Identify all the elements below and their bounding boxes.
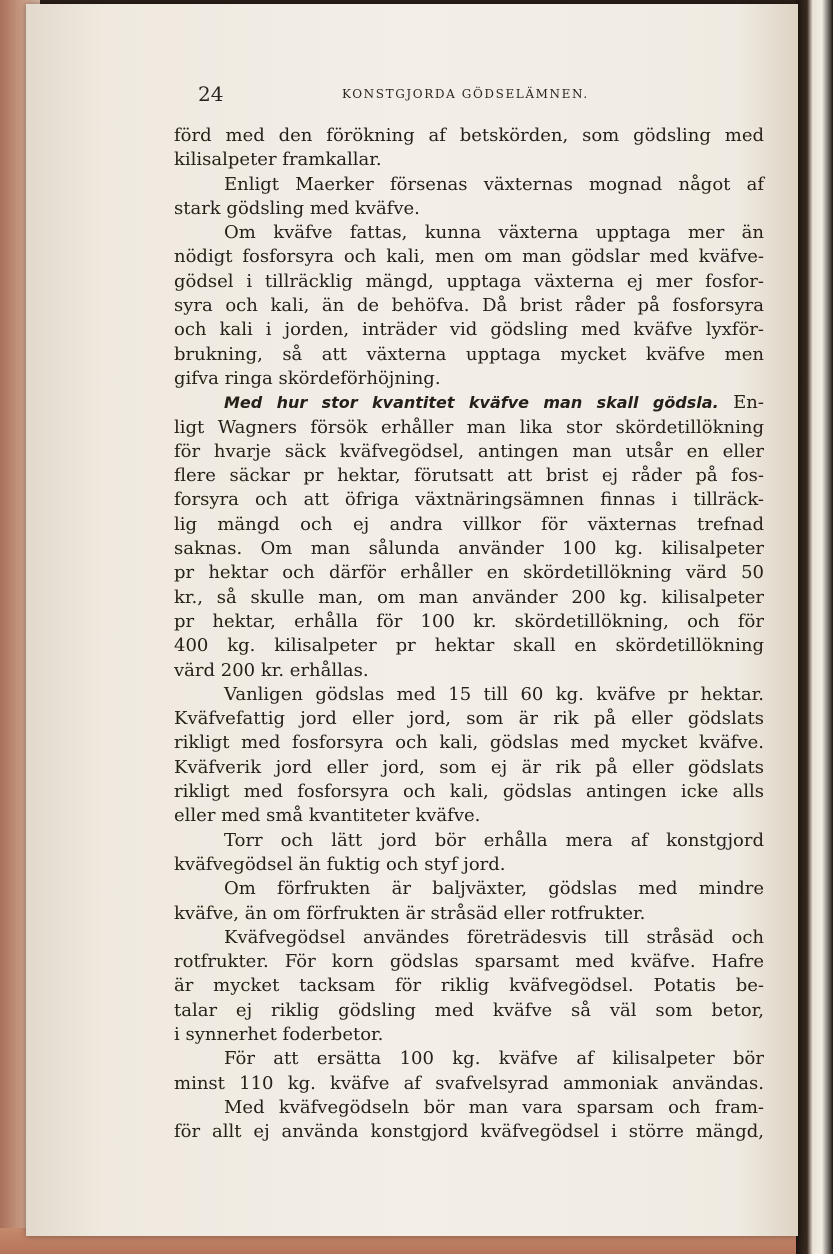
page-header (174, 82, 762, 106)
running-title: KONSTGJORDA GÖDSELÄMNEN. (342, 87, 589, 101)
text-line: pr hektar, erhålla för 100 kr. skördetillökning, och för (174, 610, 764, 632)
text-line: och kali i jorden, inträder vid gödsling med kväfve lyxför- (174, 319, 764, 341)
text-line: kilisalpeter framkallar. (174, 149, 382, 171)
text-line: kr., så skulle man, om man använder 200 kg. kilisalpeter (174, 586, 764, 608)
text-line: Kväfvegödsel användes företrädesvis till stråsäd och (224, 926, 764, 948)
text-line: Torr och lätt jord bör erhålla mera af konstgjord (224, 829, 764, 851)
text-line: Om kväfve fattas, kunna växterna upptaga mer än (224, 222, 764, 244)
text-line: förd med den förökning af betskörden, som gödsling med (174, 125, 764, 146)
text-line: Med kväfvegödseln bör man vara sparsam och fram- (224, 1096, 764, 1118)
text-line: 400 kg. kilisalpeter pr hektar skall en skördetillökning (174, 635, 764, 657)
text-line: kväfve, än om förfrukten är stråsäd eller rotfrukter. (174, 902, 646, 924)
text-line: stark gödsling med kväfve. (174, 197, 420, 219)
text-line: Kväfverik jord eller jord, som ej är rik på eller gödslats (174, 756, 764, 778)
page-stack-edge (796, 0, 833, 1254)
text-line: gifva ringa skördeförhöjning. (174, 367, 441, 389)
text-line: brukning, så att växterna upptaga mycket kväfve men (174, 343, 764, 365)
text-line: pr hektar och därför erhåller en skördetillökning värd 50 (174, 562, 764, 584)
text-line: är mycket tacksam för riklig kväfvegödsel. Potatis be- (174, 975, 764, 997)
text-line: talar ej riklig gödsling med kväfve så väl som betor, (174, 999, 764, 1021)
text-line: syra och kali, än de behöfva. Då brist råder på fosforsyra (174, 295, 764, 317)
body-text (174, 124, 764, 1144)
text-line: saknas. Om man sålunda använder 100 kg. kilisalpeter (174, 538, 764, 560)
text-line: nödigt fosforsyra och kali, men om man gödslar med kväfve- (174, 246, 764, 268)
text-line: rotfrukter. För korn gödslas sparsamt med kväfve. Hafre (174, 951, 764, 973)
text-line: forsyra och att öfriga växtnäringsämnen finnas i tillräck- (174, 489, 764, 511)
text-line: eller med små kvantiteter kväfve. (174, 805, 481, 827)
text-line: värd 200 kr. erhållas. (174, 659, 369, 681)
text-line: ligt Wagners försök erhåller man lika stor skördetillökning (174, 416, 764, 438)
section-heading: Med hur stor kvantitet kväfve man skall gödsla. (224, 393, 719, 413)
text-line: minst 110 kg. kväfve af svafvelsyrad ammoniak användas. (174, 1072, 764, 1094)
text-line: för hvarje säck kväfvegödsel, antingen man utsår en eller (174, 440, 764, 462)
text-line: gödsel i tillräcklig mängd, upptaga växterna ej mer fosfor- (174, 270, 764, 292)
heading-continuation: En- (733, 392, 764, 414)
text-line: Kväfvefattig jord eller jord, som är rik på eller gödslats (174, 708, 764, 730)
text-line: kväfvegödsel än fuktig och styf jord. (174, 853, 506, 875)
text-line: för allt ej använda konstgjord kväfvegödsel i större mängd, (174, 1121, 764, 1143)
text-line: rikligt med fosforsyra och kali, gödslas antingen icke alls (174, 781, 764, 803)
page-number: 24 (198, 82, 224, 106)
text-line: lig mängd och ej andra villkor för växternas trefnad (174, 513, 764, 535)
text-line: Enligt Maerker försenas växternas mognad något af (224, 173, 764, 195)
text-line: i synnerhet foderbetor. (174, 1023, 384, 1045)
text-line: För att ersätta 100 kg. kväfve af kilisalpeter bör (224, 1048, 764, 1070)
text-line: Om förfrukten är baljväxter, gödslas med mindre (224, 878, 764, 900)
section-heading-line (174, 391, 764, 415)
text-line: flere säckar pr hektar, förutsatt att brist ej råder på fos- (174, 465, 764, 487)
text-line: rikligt med fosforsyra och kali, gödslas med mycket kväfve. (174, 732, 764, 754)
text-line: Vanligen gödslas med 15 till 60 kg. kväfve pr hektar. (224, 683, 764, 705)
